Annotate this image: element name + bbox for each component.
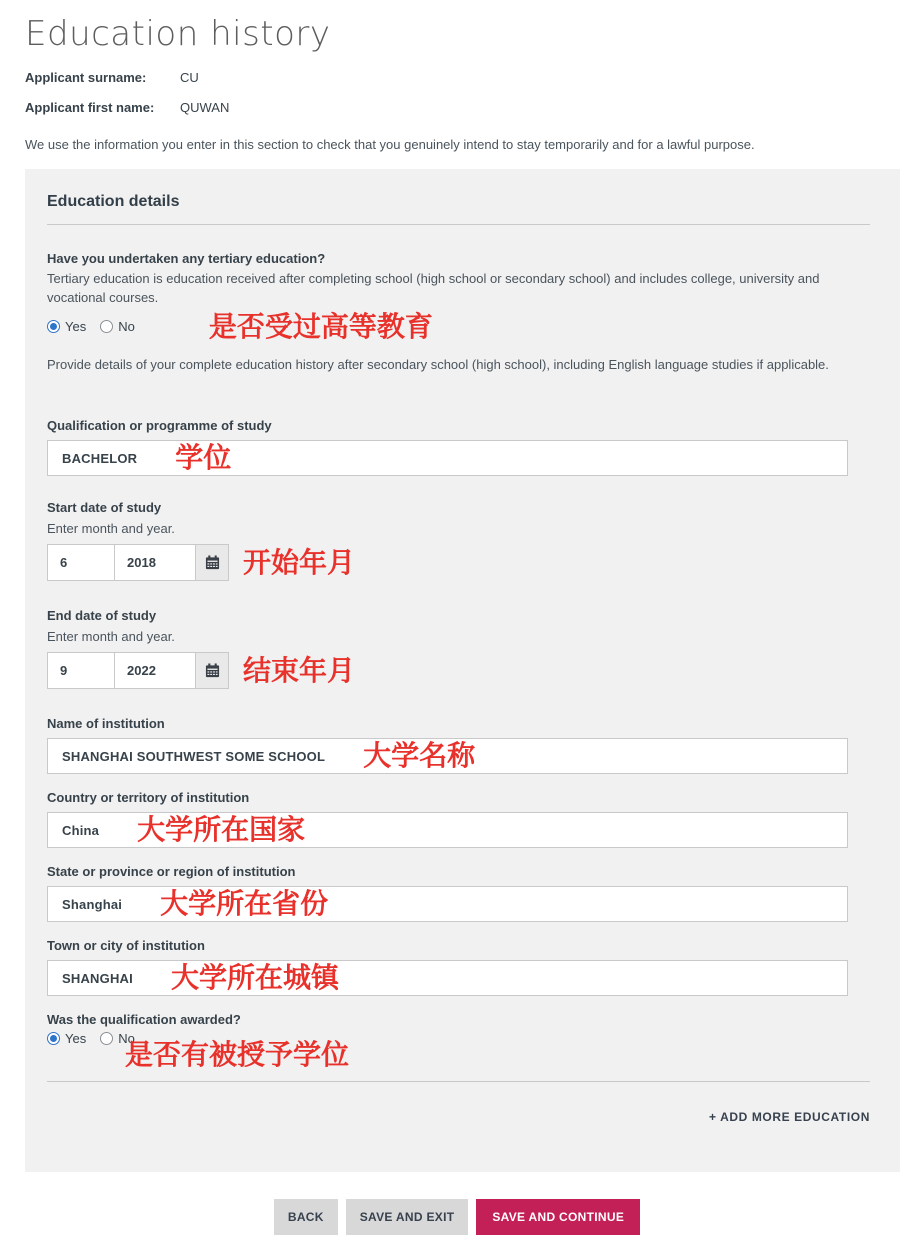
back-button[interactable]: BACK (274, 1199, 338, 1235)
applicant-surname-label: Applicant surname: (25, 70, 147, 85)
applicant-first-name-label: Applicant first name: (25, 100, 155, 115)
country-annotation: 大学所在国家 (137, 814, 306, 846)
qualification-input[interactable] (47, 440, 848, 476)
awarded-no-label: No (118, 1031, 135, 1047)
education-details-panel (25, 169, 900, 1172)
tertiary-question-annotation: 是否受过高等教育 (208, 310, 433, 342)
radio-selected-icon[interactable] (47, 320, 60, 333)
awarded-question-label: Was the qualification awarded? (47, 1012, 241, 1028)
footer-button-bar (0, 1199, 914, 1235)
town-label: Town or city of institution (47, 938, 205, 954)
state-annotation: 大学所在省份 (160, 888, 329, 920)
qualification-field (47, 418, 848, 476)
end-date-help: Enter month and year. (47, 629, 175, 645)
institution-field (47, 716, 848, 774)
awarded-question (47, 1012, 870, 1069)
add-more-education-link[interactable]: + ADD MORE EDUCATION (708, 1110, 870, 1125)
applicant-surname-row (25, 70, 914, 85)
qualification-annotation: 学位 (175, 442, 232, 474)
qualification-label: Qualification or programme of study (47, 418, 272, 434)
end-date-annotation: 结束年月 (243, 654, 356, 686)
tertiary-yes-label: Yes (65, 318, 87, 334)
end-month-input[interactable]: 9 (48, 653, 115, 688)
awarded-question-annotation: 是否有被授予学位 (125, 1039, 350, 1071)
section-intro-text: We use the information you enter in this section to check that you genuinely intend to stay temporarily and for a lawful purpose. (25, 137, 755, 152)
panel-heading: Education details (47, 193, 180, 210)
institution-value: SHANGHAI SOUTHWEST SOME SCHOOL (62, 748, 326, 764)
calendar-icon (205, 555, 220, 570)
country-input[interactable] (47, 812, 848, 848)
institution-annotation: 大学名称 (363, 740, 476, 772)
institution-label: Name of institution (47, 716, 165, 732)
country-field (47, 790, 848, 848)
save-and-exit-button[interactable]: SAVE AND EXIT (346, 1199, 469, 1235)
dotted-divider (47, 1081, 870, 1082)
tertiary-no-label: No (118, 318, 135, 334)
institution-input[interactable] (47, 738, 848, 774)
tertiary-no-radio[interactable] (100, 319, 135, 334)
page-title: Education history (25, 14, 331, 54)
radio-unselected-icon[interactable] (100, 1032, 113, 1045)
town-value: SHANGHAI (62, 970, 133, 986)
start-date-calendar-button[interactable] (196, 545, 228, 580)
start-date-annotation: 开始年月 (243, 546, 356, 578)
awarded-yes-label: Yes (65, 1031, 87, 1047)
town-input[interactable] (47, 960, 848, 996)
calendar-icon (205, 663, 220, 678)
tertiary-education-question (47, 251, 870, 341)
applicant-surname-value: CU (180, 70, 199, 85)
heading-divider (47, 224, 870, 225)
state-field (47, 864, 848, 922)
town-field (47, 938, 848, 996)
town-annotation: 大学所在城镇 (170, 962, 339, 994)
start-date-group (47, 544, 229, 581)
end-year-input[interactable]: 2022 (115, 653, 196, 688)
applicant-first-name-value: QUWAN (180, 100, 230, 115)
country-value: China (62, 822, 100, 838)
start-date-label: Start date of study (47, 500, 162, 516)
applicant-first-name-row (25, 100, 914, 115)
save-and-continue-button[interactable]: SAVE AND CONTINUE (476, 1199, 640, 1235)
end-date-calendar-button[interactable] (196, 653, 228, 688)
qualification-value: BACHELOR (62, 450, 138, 466)
country-label: Country or territory of institution (47, 790, 250, 806)
start-date-field (47, 500, 848, 581)
end-date-group (47, 652, 229, 689)
radio-unselected-icon[interactable] (100, 320, 113, 333)
tertiary-question-label: Have you undertaken any tertiary education? (47, 251, 326, 266)
tertiary-question-help: Tertiary education is education received after completing school (high school or secondary school) and includes college, university and vocational courses. (47, 271, 820, 305)
radio-selected-icon[interactable] (47, 1032, 60, 1045)
tertiary-yes-radio[interactable] (47, 319, 86, 334)
start-month-input[interactable]: 6 (48, 545, 115, 580)
state-label: State or province or region of institution (47, 864, 296, 880)
awarded-yes-radio[interactable] (47, 1031, 86, 1046)
state-value: Shanghai (62, 896, 123, 912)
start-year-input[interactable]: 2018 (115, 545, 196, 580)
end-date-label: End date of study (47, 608, 157, 624)
end-date-field (47, 608, 848, 689)
start-date-help: Enter month and year. (47, 521, 175, 537)
state-input[interactable] (47, 886, 848, 922)
provide-details-text: Provide details of your complete education history after secondary school (high school), including English language studies if applicable. (47, 357, 829, 373)
